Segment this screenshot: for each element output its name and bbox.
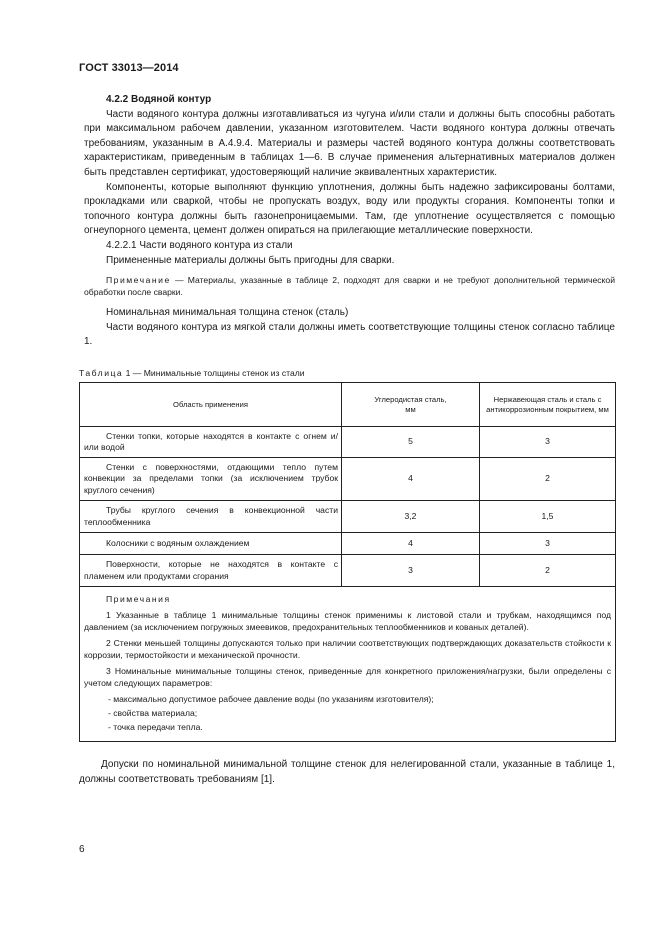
note <box>84 274 615 298</box>
row-stainless-value: 3 <box>480 533 616 555</box>
paragraph: Части водяного контура должны изготавливаться из чугуна и/или стали и должны быть способны работать при максимальном рабочем давлении, указанном изготовителем. Части водяного контура должны отвечать требованиям, указанным в А.4.9.4. Материалы и размеры частей водяного контура должны соответствовать характеристикам, приведенным в таблицах 1—6. В случае применения альтернативных материалов должен быть представлен сертификат, удостоверяющий наличие эквивалентных характеристик. <box>84 108 615 178</box>
table-notes-row <box>80 587 616 742</box>
table-notes <box>80 587 616 742</box>
table-caption-text: 1 — Минимальные толщины стенок из стали <box>123 368 305 378</box>
table-row <box>80 458 616 501</box>
parameter-item: - максимально допустимое рабочее давление воды (по указаниям изготовителя); <box>108 694 434 704</box>
paragraph: Компоненты, которые выполняют функцию уплотнения, должны быть надежно зафиксированы болтами, прокладками или сваркой, чтобы не пропускать воздух, воду или продукты сгорания. Компоненты топки и топочного контура должны быть газонепроницаемыми. Там, где уплотнение осуществляется с помощью огнеупорного цемента, цемент должен опираться на прилегающие металлические поверхности. <box>84 181 615 237</box>
parameter-item: - свойства материала; <box>108 708 198 718</box>
row-area: Стенки топки, которые находятся в контакте с огнем и/или водой <box>84 430 338 452</box>
note-item: 3 Номинальные минимальные толщины стенок, приведенные для конкретного приложения/нагрузки, были определены с учетом следующих параметров: <box>84 666 611 688</box>
table-row <box>80 427 616 458</box>
header-stainless-steel: Нержавеющая сталь и сталь с антикоррозионным покрытием, мм <box>480 383 616 427</box>
table-row <box>80 555 616 587</box>
row-stainless-value: 2 <box>480 458 616 501</box>
row-carbon-value: 5 <box>342 427 480 458</box>
row-area: Стенки с поверхностями, отдающими тепло путем конвекции за пределами топки (за исключением трубок круглого сечения) <box>84 462 338 495</box>
row-stainless-value: 1,5 <box>480 501 616 533</box>
thickness-title: Номинальная минимальная толщина стенок (сталь) <box>106 307 349 319</box>
row-area: Трубы круглого сечения в конвекционной части теплообменника <box>84 505 338 527</box>
header-carbon-steel: Углеродистая сталь, мм <box>342 383 480 427</box>
row-carbon-value: 3,2 <box>342 501 480 533</box>
row-area: Колосники с водяным охлаждением <box>106 537 250 548</box>
main-text <box>84 93 615 350</box>
subsection-text: Примененные материалы должны быть пригодны для сварки. <box>106 254 395 266</box>
table-header-row <box>80 383 616 427</box>
wall-thickness-table <box>79 382 616 742</box>
note-item: 2 Стенки меньшей толщины допускаются только при наличии соответствующих подтверждающих доказательств стойкости к коррозии, термостойкости и механической прочности. <box>84 638 611 660</box>
note-text: — Материалы, указанные в таблице 2, подходят для сварки и не требуют дополнительной термической обработки после сварки. <box>84 275 615 298</box>
standard-header: ГОСТ 33013—2014 <box>79 62 179 74</box>
row-carbon-value: 4 <box>342 458 480 501</box>
row-stainless-value: 2 <box>480 555 616 587</box>
note-item: 1 Указанные в таблице 1 минимальные толщины стенок применимы к листовой стали и трубкам, находящимся под давлением (за исключением погружных змеевиков, предохранительных теплообменников и кованых деталей). <box>84 610 611 632</box>
table-caption <box>79 368 305 379</box>
note-label: Примечание <box>106 275 171 286</box>
table-row <box>80 533 616 555</box>
notes-title: Примечания <box>106 594 171 604</box>
row-carbon-value: 3 <box>342 555 480 587</box>
row-stainless-value: 3 <box>480 427 616 458</box>
subsection-title: 4.2.2.1 Части водяного контура из стали <box>106 239 293 251</box>
row-carbon-value: 4 <box>342 533 480 555</box>
row-area: Поверхности, которые не находятся в контакте с пламенем или продуктами сгорания <box>84 559 338 581</box>
table-caption-label: Таблица <box>79 368 124 378</box>
parameter-item: - точка передачи тепла. <box>108 722 203 732</box>
thickness-text: Части водяного контура из мягкой стали должны иметь соответствующие толщины стенок согласно таблице 1. <box>84 321 615 348</box>
header-area: Область применения <box>80 383 342 427</box>
section-title: 4.2.2 Водяной контур <box>106 94 212 105</box>
tolerance-paragraph: Допуски по номинальной минимальной толщине стенок для нелегированной стали, указанные в таблице 1, должны соответствовать требованиям [1]. <box>79 759 615 785</box>
table-row <box>80 501 616 533</box>
page-number: 6 <box>79 844 85 855</box>
